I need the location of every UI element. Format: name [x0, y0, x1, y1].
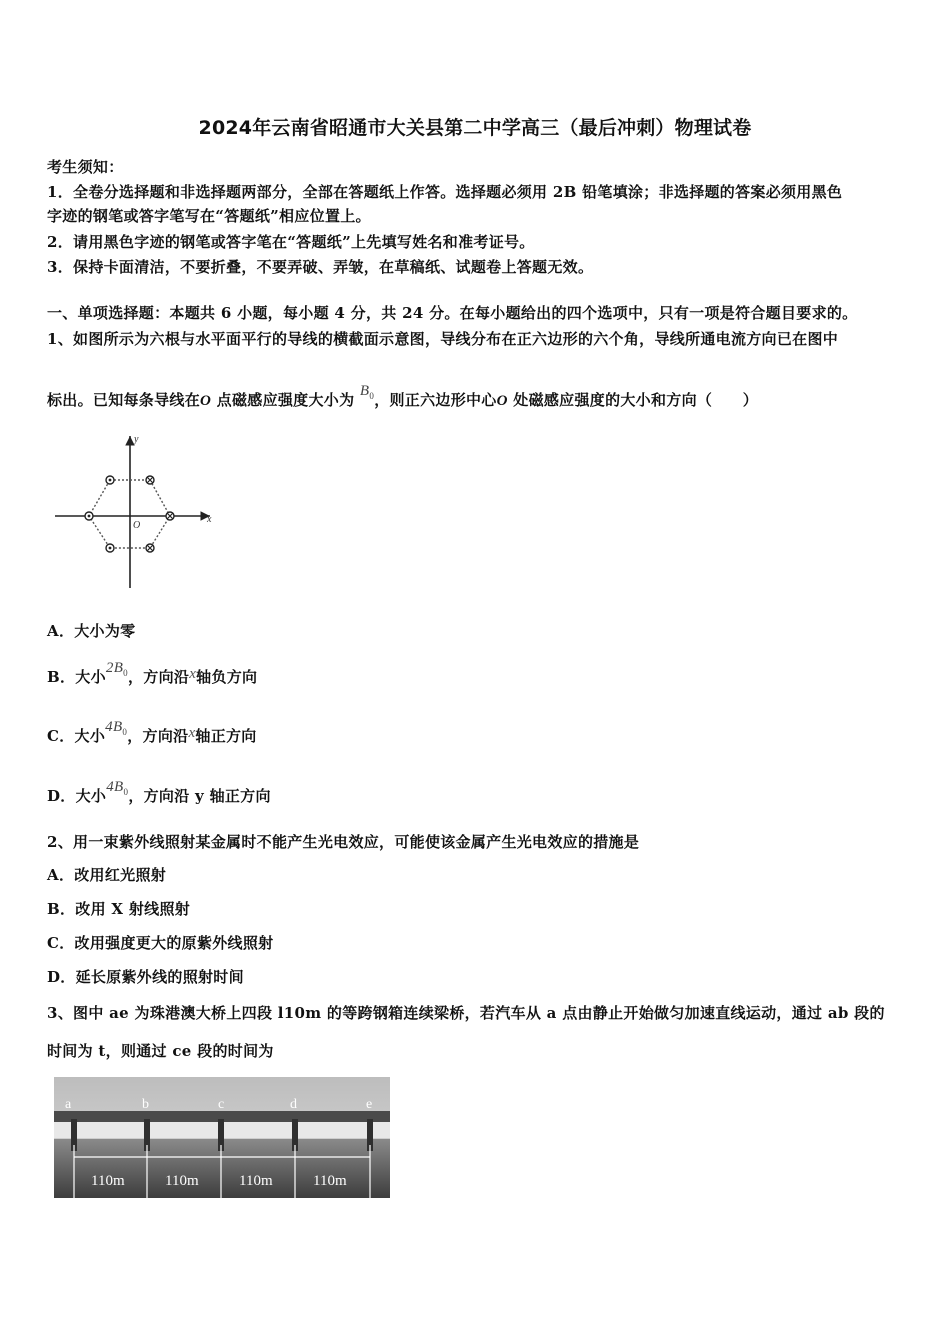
q1-stem-line1: 1、如图所示为六根与水平面平行的导线的横截面示意图，导线分布在正六边形的六个角，导线所通电流方向已在图中: [47, 330, 839, 348]
q1-option-b: B．大小$2B_0$，方向沿x轴负方向: [47, 660, 258, 686]
origin-label: O: [133, 520, 141, 531]
q1-option-a: A．大小为零: [47, 622, 136, 640]
q1-text-b: 点磁感应强度大小为: [211, 391, 355, 409]
span-cd-label: 110m: [239, 1173, 273, 1189]
wire-dot-top-left: [106, 476, 114, 484]
point-e-label: e: [366, 1097, 373, 1112]
q1-text-a: 标出。已知每条导线在: [47, 391, 201, 409]
wire-dot-bottom-left: [106, 544, 114, 552]
q1-stem-line2: [47, 383, 759, 411]
q1-hexagon-figure: [50, 430, 220, 595]
wire-dot-left: [85, 512, 93, 520]
page-title: 2024年云南省昭通市大关县第二中学高三（最后冲刺）物理试卷: [198, 117, 752, 139]
notice-line-2: 2．请用黑色字迹的钢笔或答字笔在“答题纸”上先填写姓名和准考证号。: [47, 233, 535, 251]
y-axis-label: y: [134, 434, 139, 445]
section-heading: 一、单项选择题：本题共 6 小题，每小题 4 分，共 24 分。在每小题给出的四个选项中，只有一项是符合题目要求的。: [47, 304, 858, 322]
notice-line-3: 3．保持卡面清洁，不要折叠，不要弄破、弄皱，在草稿纸、试题卷上答题无效。: [47, 258, 594, 276]
span-bc-label: 110m: [165, 1173, 199, 1189]
point-b-label: b: [142, 1097, 149, 1112]
point-a-label: a: [65, 1097, 72, 1112]
point-c-label: c: [218, 1097, 225, 1112]
q2-option-c: C．改用强度更大的原紫外线照射: [47, 934, 274, 952]
q2-stem: 2、用一束紫外线照射某金属时不能产生光电效应，可能使该金属产生光电效应的措施是: [47, 833, 640, 851]
q1-b0-symbol: $B_0$: [359, 383, 375, 401]
q1-option-d: D．大小$4B_0$，方向沿 y 轴正方向: [47, 779, 271, 805]
point-d-label: d: [290, 1097, 297, 1112]
q2-option-a: A．改用红光照射: [47, 866, 167, 884]
wire-cross-right: [166, 512, 174, 520]
wire-cross-top-right: [146, 476, 154, 484]
span-de-label: 110m: [313, 1173, 347, 1189]
q1-option-c: C．大小$4B_0$，方向沿x轴正方向: [47, 719, 257, 745]
q2-option-b: B．改用 X 射线照射: [47, 900, 191, 918]
wire-cross-bottom-right: [146, 544, 154, 552]
span-ab-label: 110m: [91, 1173, 125, 1189]
q1-text-c: ，则正六边形中心: [374, 391, 497, 409]
notice-line-1a: 1．全卷分选择题和非选择题两部分，全部在答题纸上作答。选择题必须用 2B 铅笔填涂；非选择题的答案必须用黑色: [47, 183, 843, 201]
q1-center-o: O: [496, 393, 508, 409]
q3-stem-line1: 3、图中 ae 为珠港澳大桥上四段 l10m 的等跨钢箱连续梁桥，若汽车从 a 点由静止开始做匀加速直线运动，通过 ab 段的: [47, 1004, 885, 1022]
q1-text-d: 处磁感应强度的大小和方向（ ）: [507, 391, 759, 409]
q1-point-o: O: [200, 393, 212, 409]
notice-heading: 考生须知：: [47, 158, 124, 176]
notice-line-1b: 字迹的钢笔或答字笔写在“答题纸”相应位置上。: [47, 207, 371, 225]
q3-bridge-photo: [54, 1077, 390, 1198]
q3-stem-line2: 时间为 t，则通过 ce 段的时间为: [47, 1042, 274, 1060]
q2-option-d: D．延长原紫外线的照射时间: [47, 968, 244, 986]
x-axis-label: x: [207, 514, 212, 525]
